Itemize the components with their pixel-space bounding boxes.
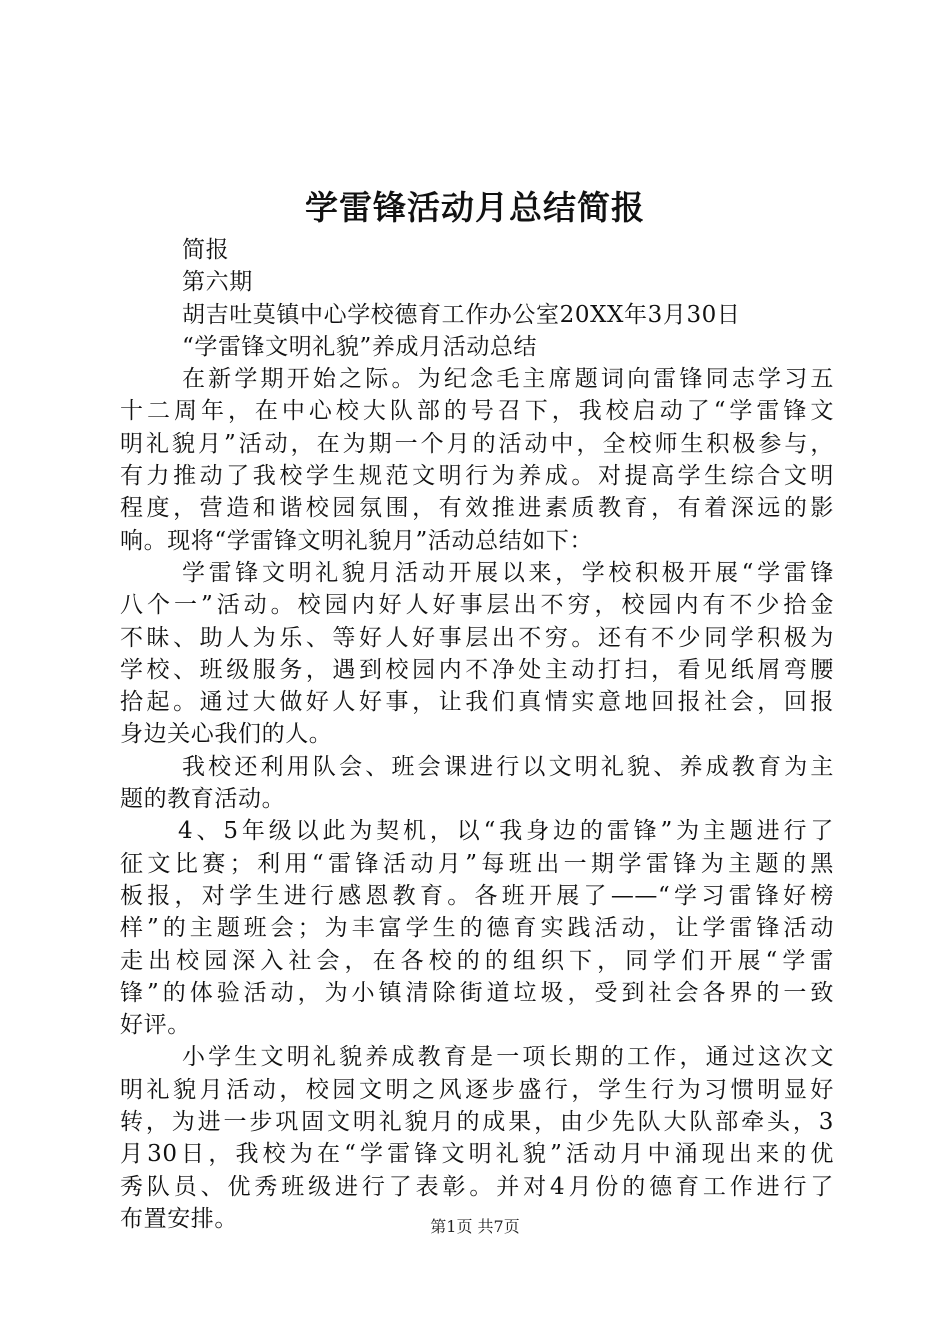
- body-line: 秀队员、优秀班级进行了表彰。并对4月份的德育工作进行了: [120, 1173, 834, 1200]
- body-line: 4、5年级以此为契机，以“我身边的雷锋”为主题进行了: [178, 818, 834, 845]
- body-line: 明礼貌月活动，校园文明之风逐步盛行，学生行为习惯明显好: [120, 1076, 834, 1103]
- body-line: 学雷锋文明礼貌月活动开展以来，学校积极开展“学雷锋: [182, 559, 834, 586]
- document-body: [120, 234, 834, 1235]
- body-line: 布置安排。: [120, 1205, 238, 1232]
- body-line: 征文比赛；利用“雷锋活动月”每班出一期学雷锋为主题的黑: [120, 850, 834, 877]
- body-line: 十二周年，在中心校大队部的号召下，我校启动了“学雷锋文: [120, 398, 834, 425]
- document-title: 学雷锋活动月总结简报: [305, 188, 645, 227]
- body-line: 月30日，我校为在“学雷锋文明礼貌”活动月中涌现出来的优: [120, 1141, 834, 1168]
- body-line: 八个一”活动。校园内好人好事层出不穷，校园内有不少拾金: [120, 592, 834, 619]
- body-line: “学雷锋文明礼貌”养成月活动总结: [182, 333, 538, 360]
- body-line: 简报: [182, 237, 230, 263]
- page-footer: 第1页 共7页: [430, 1217, 520, 1236]
- body-line: 锋”的体验活动，为小镇清除街道垃圾，受到社会各界的一致: [120, 979, 834, 1006]
- body-line: 明礼貌月”活动，在为期一个月的活动中，全校师生积极参与，: [120, 430, 834, 457]
- body-line: 走出校园深入社会，在各校的的组织下，同学们开展“学雷: [120, 947, 834, 974]
- body-line: 在新学期开始之际。为纪念毛主席题词向雷锋同志学习五: [182, 366, 834, 393]
- body-line: 身边关心我们的人。: [120, 721, 333, 748]
- body-line: 小学生文明礼貌养成教育是一项长期的工作，通过这次文: [182, 1044, 834, 1071]
- body-line: 拾起。通过大做好人好事，让我们真情实意地回报社会，回报: [120, 689, 834, 716]
- body-line: 响。现将“学雷锋文明礼貌月”活动总结如下：: [120, 527, 594, 554]
- body-line: 题的教育活动。: [120, 786, 286, 813]
- body-line: 有力推动了我校学生规范文明行为养成。对提高学生综合文明: [120, 463, 834, 490]
- body-line: 好评。: [120, 1012, 191, 1039]
- body-line: 第六期: [182, 269, 253, 296]
- body-line: 我校还利用队会、班会课进行以文明礼貌、养成教育为主: [182, 753, 834, 780]
- body-line: 不昧、助人为乐、等好人好事层出不穷。还有不少同学积极为: [120, 624, 834, 651]
- body-line: 转，为进一步巩固文明礼貌月的成果，由少先队大队部牵头，3: [120, 1109, 834, 1136]
- body-line: 胡吉吐莫镇中心学校德育工作办公室20XX年3月30日: [182, 301, 741, 328]
- body-line: 程度，营造和谐校园氛围，有效推进素质教育，有着深远的影: [120, 495, 834, 522]
- body-line: 样”的主题班会；为丰富学生的德育实践活动，让学雷锋活动: [120, 915, 834, 942]
- body-line: 板报，对学生进行感恩教育。各班开展了——“学习雷锋好榜: [120, 882, 834, 909]
- body-line: 学校、班级服务，遇到校园内不净处主动打扫，看见纸屑弯腰: [120, 656, 834, 683]
